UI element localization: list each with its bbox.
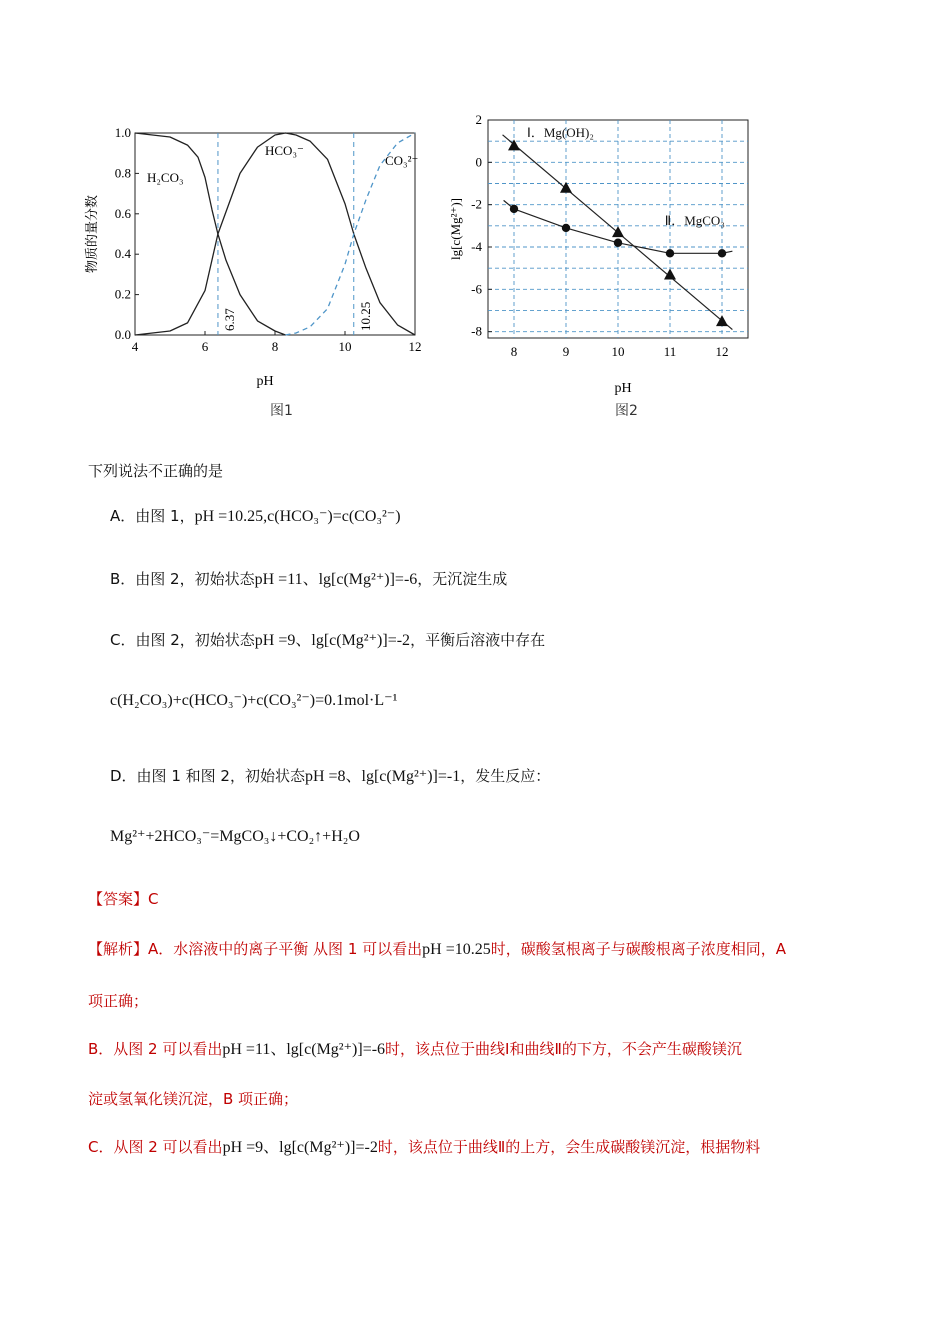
series-line-2	[135, 133, 415, 335]
analysis-a-prefix: A．水溶液中的离子平衡 从图 1 可以看出	[148, 940, 423, 958]
series-label: HCO₃⁻	[265, 143, 304, 158]
series-line-1	[135, 133, 286, 335]
option-d-equation: Mg²⁺+2HCO₃⁻=MgCO₃↓+CO₂↑+H₂O	[110, 828, 360, 845]
y-tick-label: 0	[475, 154, 482, 170]
y-tick-label: -6	[471, 281, 482, 297]
answer-line	[88, 888, 159, 909]
option-c[interactable]	[110, 627, 545, 650]
plot-frame	[135, 133, 415, 335]
figure-2-caption: 图2	[615, 403, 638, 419]
data-point-circle	[666, 249, 674, 257]
x-tick-label: 8	[271, 339, 279, 354]
data-point-circle	[718, 249, 726, 257]
analysis-b-prefix: B．从图 2 可以看出	[88, 1040, 223, 1058]
x-tick-label: 10	[338, 339, 352, 354]
option-b-prefix: B．由图 2，初始状态	[110, 570, 255, 588]
option-c-prefix: C．由图 2，初始状态	[110, 631, 255, 649]
x-axis-label: pH	[256, 374, 274, 389]
series-label-mgoh2: Ⅰ．Mg(OH)₂	[527, 124, 594, 140]
analysis-a	[88, 938, 786, 959]
analysis-b-math: pH =11、lg[c(Mg²⁺)]=-6	[222, 1041, 386, 1058]
option-c-suffix: ，平衡后溶液中存在	[410, 631, 546, 649]
x-axis-label: pH	[614, 381, 632, 396]
y-tick-label: 1.0	[114, 125, 131, 140]
option-b-suffix: ，无沉淀生成	[417, 570, 508, 588]
analysis-b-line2: 淀或氢氧化镁沉淀，B 项正确；	[88, 1090, 299, 1108]
option-b[interactable]	[110, 566, 507, 589]
analysis-a-line2: 项正确；	[88, 992, 149, 1010]
option-a-prefix: A．由图 1，	[110, 507, 195, 525]
answer-value: C	[148, 890, 159, 908]
analysis-c-prefix: C．从图 2 可以看出	[88, 1138, 223, 1156]
x-tick-label: 11	[663, 344, 677, 359]
option-c-math: pH =9、lg[c(Mg²⁺)]=-2	[254, 632, 411, 649]
y-tick-label: -4	[471, 238, 482, 254]
y-tick-label: -8	[471, 323, 482, 339]
x-tick-label: 6	[201, 339, 209, 354]
analysis-a-suffix: 时，碳酸氢根离子与碳酸根离子浓度相同，A	[490, 940, 786, 958]
analysis-b-suffix: 时，该点位于曲线Ⅰ和曲线Ⅱ的下方，不会产生碳酸镁沉	[385, 1040, 742, 1058]
analysis-c-math: pH =9、lg[c(Mg²⁺)]=-2	[222, 1139, 378, 1156]
analysis-label: 【解析】	[88, 940, 149, 958]
option-d-math: pH =8、lg[c(Mg²⁺)]=-1	[304, 768, 461, 785]
option-d-suffix: ，发生反应：	[460, 767, 551, 785]
data-point-triangle	[664, 269, 676, 280]
question-stem: 下列说法不正确的是	[88, 462, 224, 480]
option-a-math: pH =10.25,c(HCO₃⁻)=c(CO₃²⁻)	[194, 508, 401, 525]
x-tick-label: 9	[562, 344, 570, 359]
x-tick-label: 10	[611, 344, 625, 359]
data-point-circle	[614, 239, 622, 247]
option-d-prefix: D．由图 1 和图 2，初始状态	[110, 767, 305, 785]
y-tick-label: 0.8	[114, 165, 131, 181]
option-b-math: pH =11、lg[c(Mg²⁺)]=-6	[254, 571, 418, 588]
x-tick-label: 4	[131, 339, 139, 354]
x-tick-label: 8	[510, 344, 518, 359]
answer-label: 【答案】	[88, 890, 149, 908]
x-tick-label: 12	[715, 344, 729, 359]
analysis-c-suffix: 时，该点位于曲线Ⅱ的上方，会生成碳酸镁沉淀，根据物料	[377, 1138, 761, 1156]
option-d[interactable]	[110, 763, 550, 786]
y-axis-label: 物质的量分数	[85, 194, 100, 274]
figure-2-chart	[440, 110, 770, 410]
figure-1-chart	[80, 115, 440, 415]
option-c-equation: c(H₂CO₃)+c(HCO₃⁻)+c(CO₃²⁻)=0.1mol·L⁻¹	[110, 692, 398, 709]
figure-1-caption: 图1	[270, 403, 293, 419]
y-tick-label: 0.2	[114, 286, 131, 302]
analysis-a-math: pH =10.25	[422, 941, 491, 958]
data-point-circle	[562, 224, 570, 232]
data-point-triangle	[612, 226, 624, 237]
data-point-circle	[510, 205, 518, 213]
series-label: CO₃²⁻	[385, 153, 419, 168]
pka-label: 6.37	[221, 308, 237, 331]
y-tick-label: 2	[475, 112, 482, 127]
pka-label: 10.25	[357, 301, 373, 331]
analysis-b	[88, 1036, 742, 1059]
y-axis-label: lg[c(Mg²⁺)]	[448, 197, 463, 261]
analysis-c	[88, 1134, 760, 1157]
y-tick-label: 0.6	[114, 205, 131, 221]
x-tick-label: 12	[408, 339, 422, 354]
option-a[interactable]	[110, 505, 401, 526]
series-label-mgco3: Ⅱ．MgCO₃	[664, 212, 725, 228]
y-tick-label: 0.4	[114, 246, 131, 262]
y-tick-label: 0.0	[114, 327, 131, 342]
y-tick-label: -2	[471, 196, 482, 212]
series-label: H₂CO₃	[147, 170, 184, 185]
